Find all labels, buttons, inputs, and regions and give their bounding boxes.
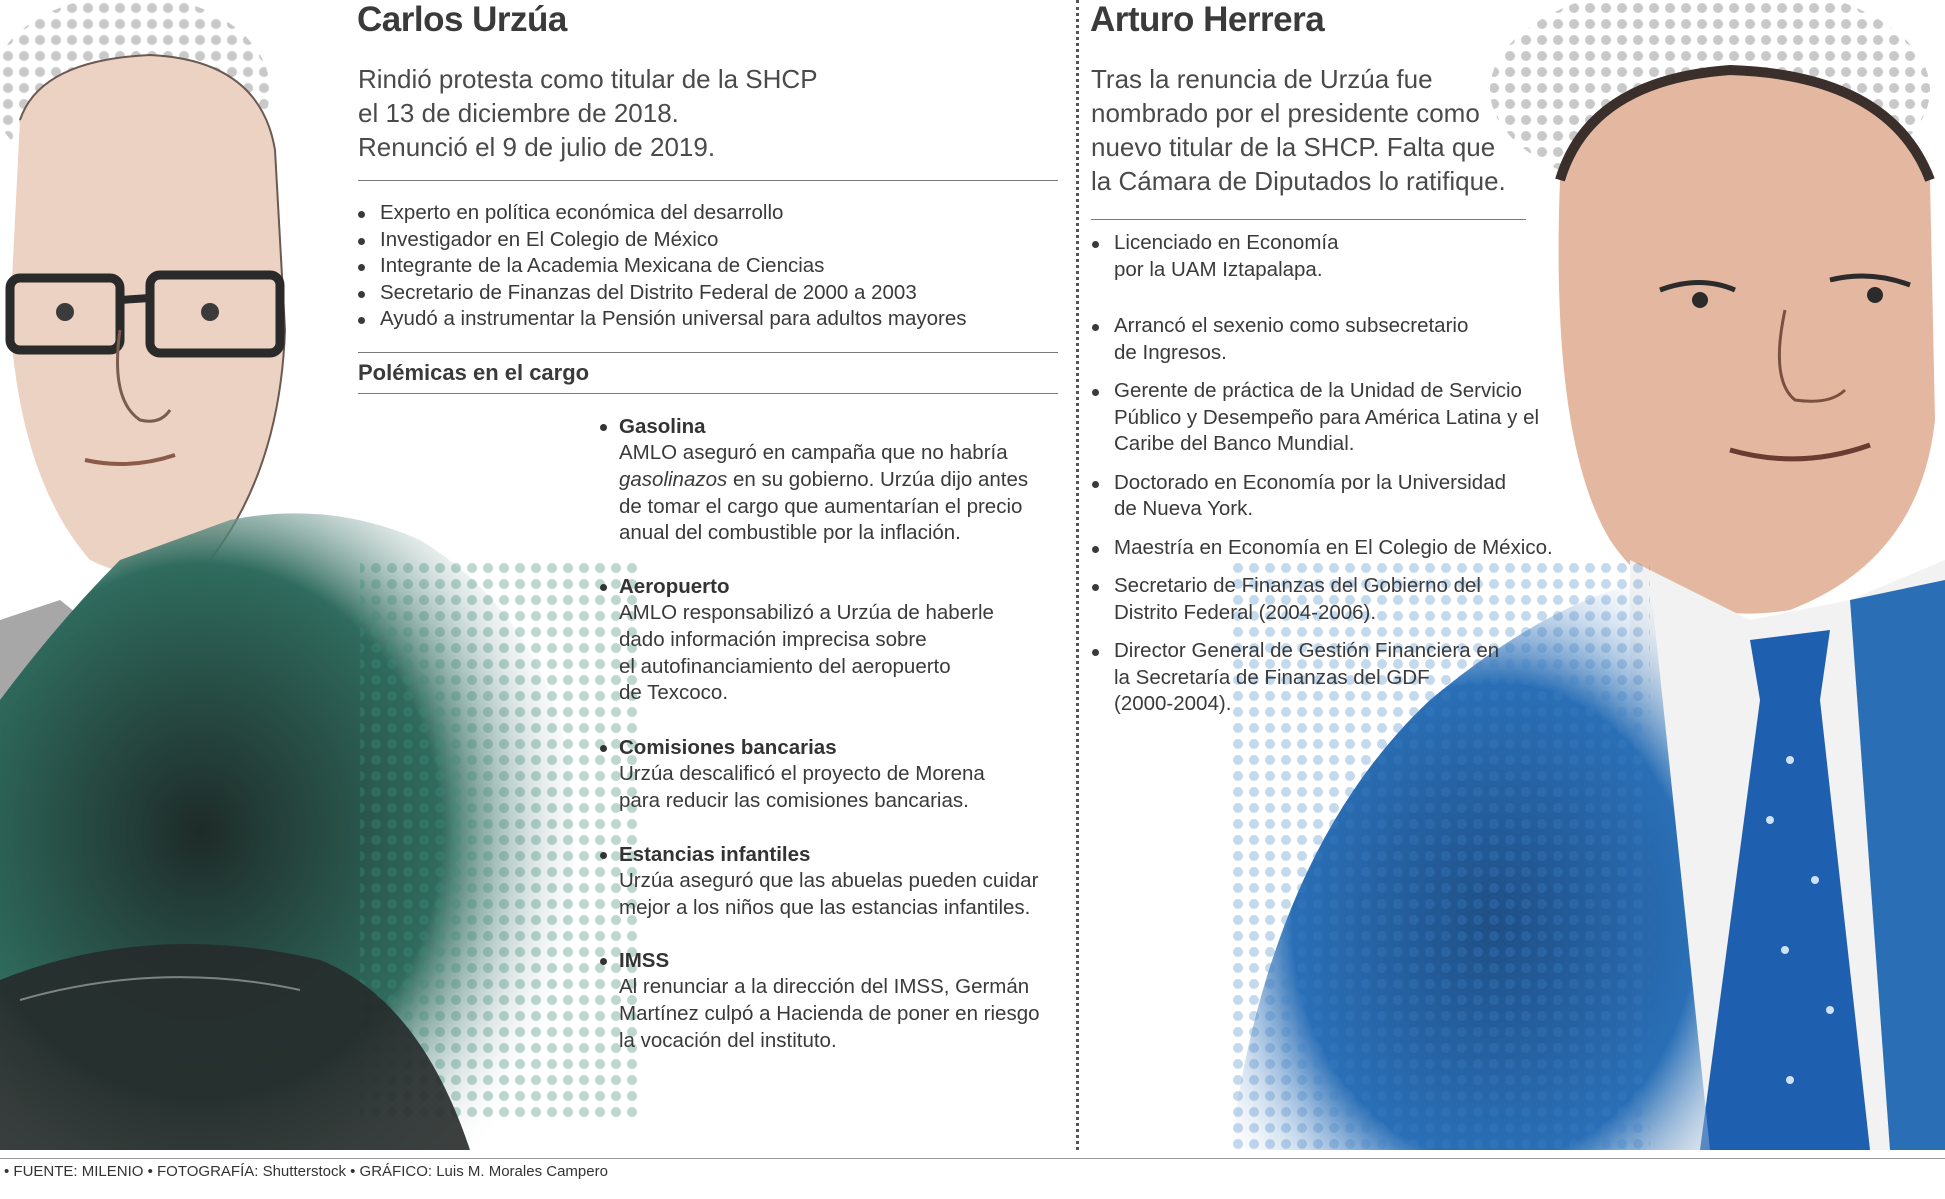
controversy-title: Gasolina [619,415,706,438]
list-item: Licenciado en Economía por la UAM Iztapalapa. [1092,230,1592,283]
urzua-rule-top [358,180,1058,181]
herrera-lead-line: nombrado por el presidente como [1091,98,1480,128]
bullet-icon [600,958,607,965]
herrera-rule [1091,219,1526,220]
herrera-lead-line: la Cámara de Diputados lo ratifique. [1091,166,1506,196]
list-item: Gerente de práctica de la Unidad de Servicio Público y Desempeño para América Latina y el Caribe del Banco Mundial. [1092,378,1592,458]
bullet-icon [358,317,365,324]
bullet-icon [358,211,365,218]
credits-footer: • FUENTE: MILENIO • FOTOGRAFÍA: Shutterstock • GRÁFICO: Luis M. Morales Campero [4,1163,608,1180]
herrera-lead-line: nuevo titular de la SHCP. Falta que [1091,132,1496,162]
bullet-icon [1092,546,1099,553]
bullet-icon [600,584,607,591]
herrera-lead [1091,62,1551,198]
bullet-icon [1092,481,1099,488]
controversy-text: Urzúa aseguró que las abuelas pueden cuidar mejor a los niños que las estancias infantiles. [619,869,1039,919]
bullet-icon [1092,389,1099,396]
controversy-title: Aeropuerto [619,575,730,598]
controversy-gasolina [600,414,1060,547]
list-item: Director General de Gestión Financiera en la Secretaría de Finanzas del GDF (2000-2004). [1092,638,1592,718]
italic-term: gasolinazos [619,467,728,491]
controversy-imss [600,948,1060,1054]
urzua-name: Carlos Urzúa [357,0,567,39]
herrera-bullets [1092,230,1592,730]
controversy-text: AMLO aseguró en campaña que no habría gasolinazos en su gobierno. Urzúa dijo antes de tomar el cargo que aumentarían el precio anual del combustible por la inflación. [619,441,1029,545]
controversy-title: IMSS [619,949,670,972]
herrera-name: Arturo Herrera [1090,0,1325,39]
list-item: Arrancó el sexenio como subsecretario de Ingresos. [1092,313,1592,366]
urzua-lead [358,62,838,164]
controversy-text: Urzúa descalificó el proyecto de Morena para reducir las comisiones bancarias. [619,762,985,812]
urzua-bullets [358,200,1058,333]
urzua-lead-line: Renunció el 9 de julio de 2019. [358,132,716,162]
list-item: Ayudó a instrumentar la Pensión universal para adultos mayores [358,306,1058,333]
controversy-text: Al renunciar a la dirección del IMSS, Germán Martínez culpó a Hacienda de poner en riesgo la vocación del instituto. [619,975,1040,1052]
list-item: Maestría en Economía en El Colegio de México. [1092,535,1592,562]
bullet-icon [600,424,607,431]
bullet-icon [358,238,365,245]
controversy-title: Comisiones bancarias [619,736,837,759]
urzua-rule-mid [358,352,1058,353]
list-item: Secretario de Finanzas del Distrito Federal de 2000 a 2003 [358,280,1058,307]
urzua-lead-line: el 13 de diciembre de 2018. [358,98,679,128]
controversy-text: AMLO responsabilizó a Urzúa de haberle dado información imprecisa sobre el autofinanciamiento del aeropuerto de Texcoco. [619,601,994,705]
bullet-icon [358,291,365,298]
controversy-comisiones [600,735,1060,815]
bullet-icon [1092,241,1099,248]
bullet-icon [600,852,607,859]
controversies-title: Polémicas en el cargo [358,360,590,385]
bullet-icon [1092,584,1099,591]
list-item: Experto en política económica del desarrollo [358,200,1058,227]
center-divider [1076,0,1079,1150]
controversy-estancias [600,842,1060,922]
list-item: Investigador en El Colegio de México [358,227,1058,254]
controversy-aeropuerto [600,574,1060,707]
list-item: Integrante de la Academia Mexicana de Ciencias [358,253,1058,280]
urzua-lead-line: Rindió protesta como titular de la SHCP [358,64,818,94]
bullet-icon [358,264,365,271]
bullet-icon [600,745,607,752]
herrera-lead-line: Tras la renuncia de Urzúa fue [1091,64,1433,94]
list-item: Secretario de Finanzas del Gobierno del Distrito Federal (2004-2006). [1092,573,1592,626]
list-item: Doctorado en Economía por la Universidad de Nueva York. [1092,470,1592,523]
controversy-title: Estancias infantiles [619,843,811,866]
bullet-icon [1092,649,1099,656]
urzua-portrait-illustration [0,0,640,1150]
footer-rule [0,1158,1945,1159]
urzua-rule-bottom [358,393,1058,394]
bullet-icon [1092,324,1099,331]
